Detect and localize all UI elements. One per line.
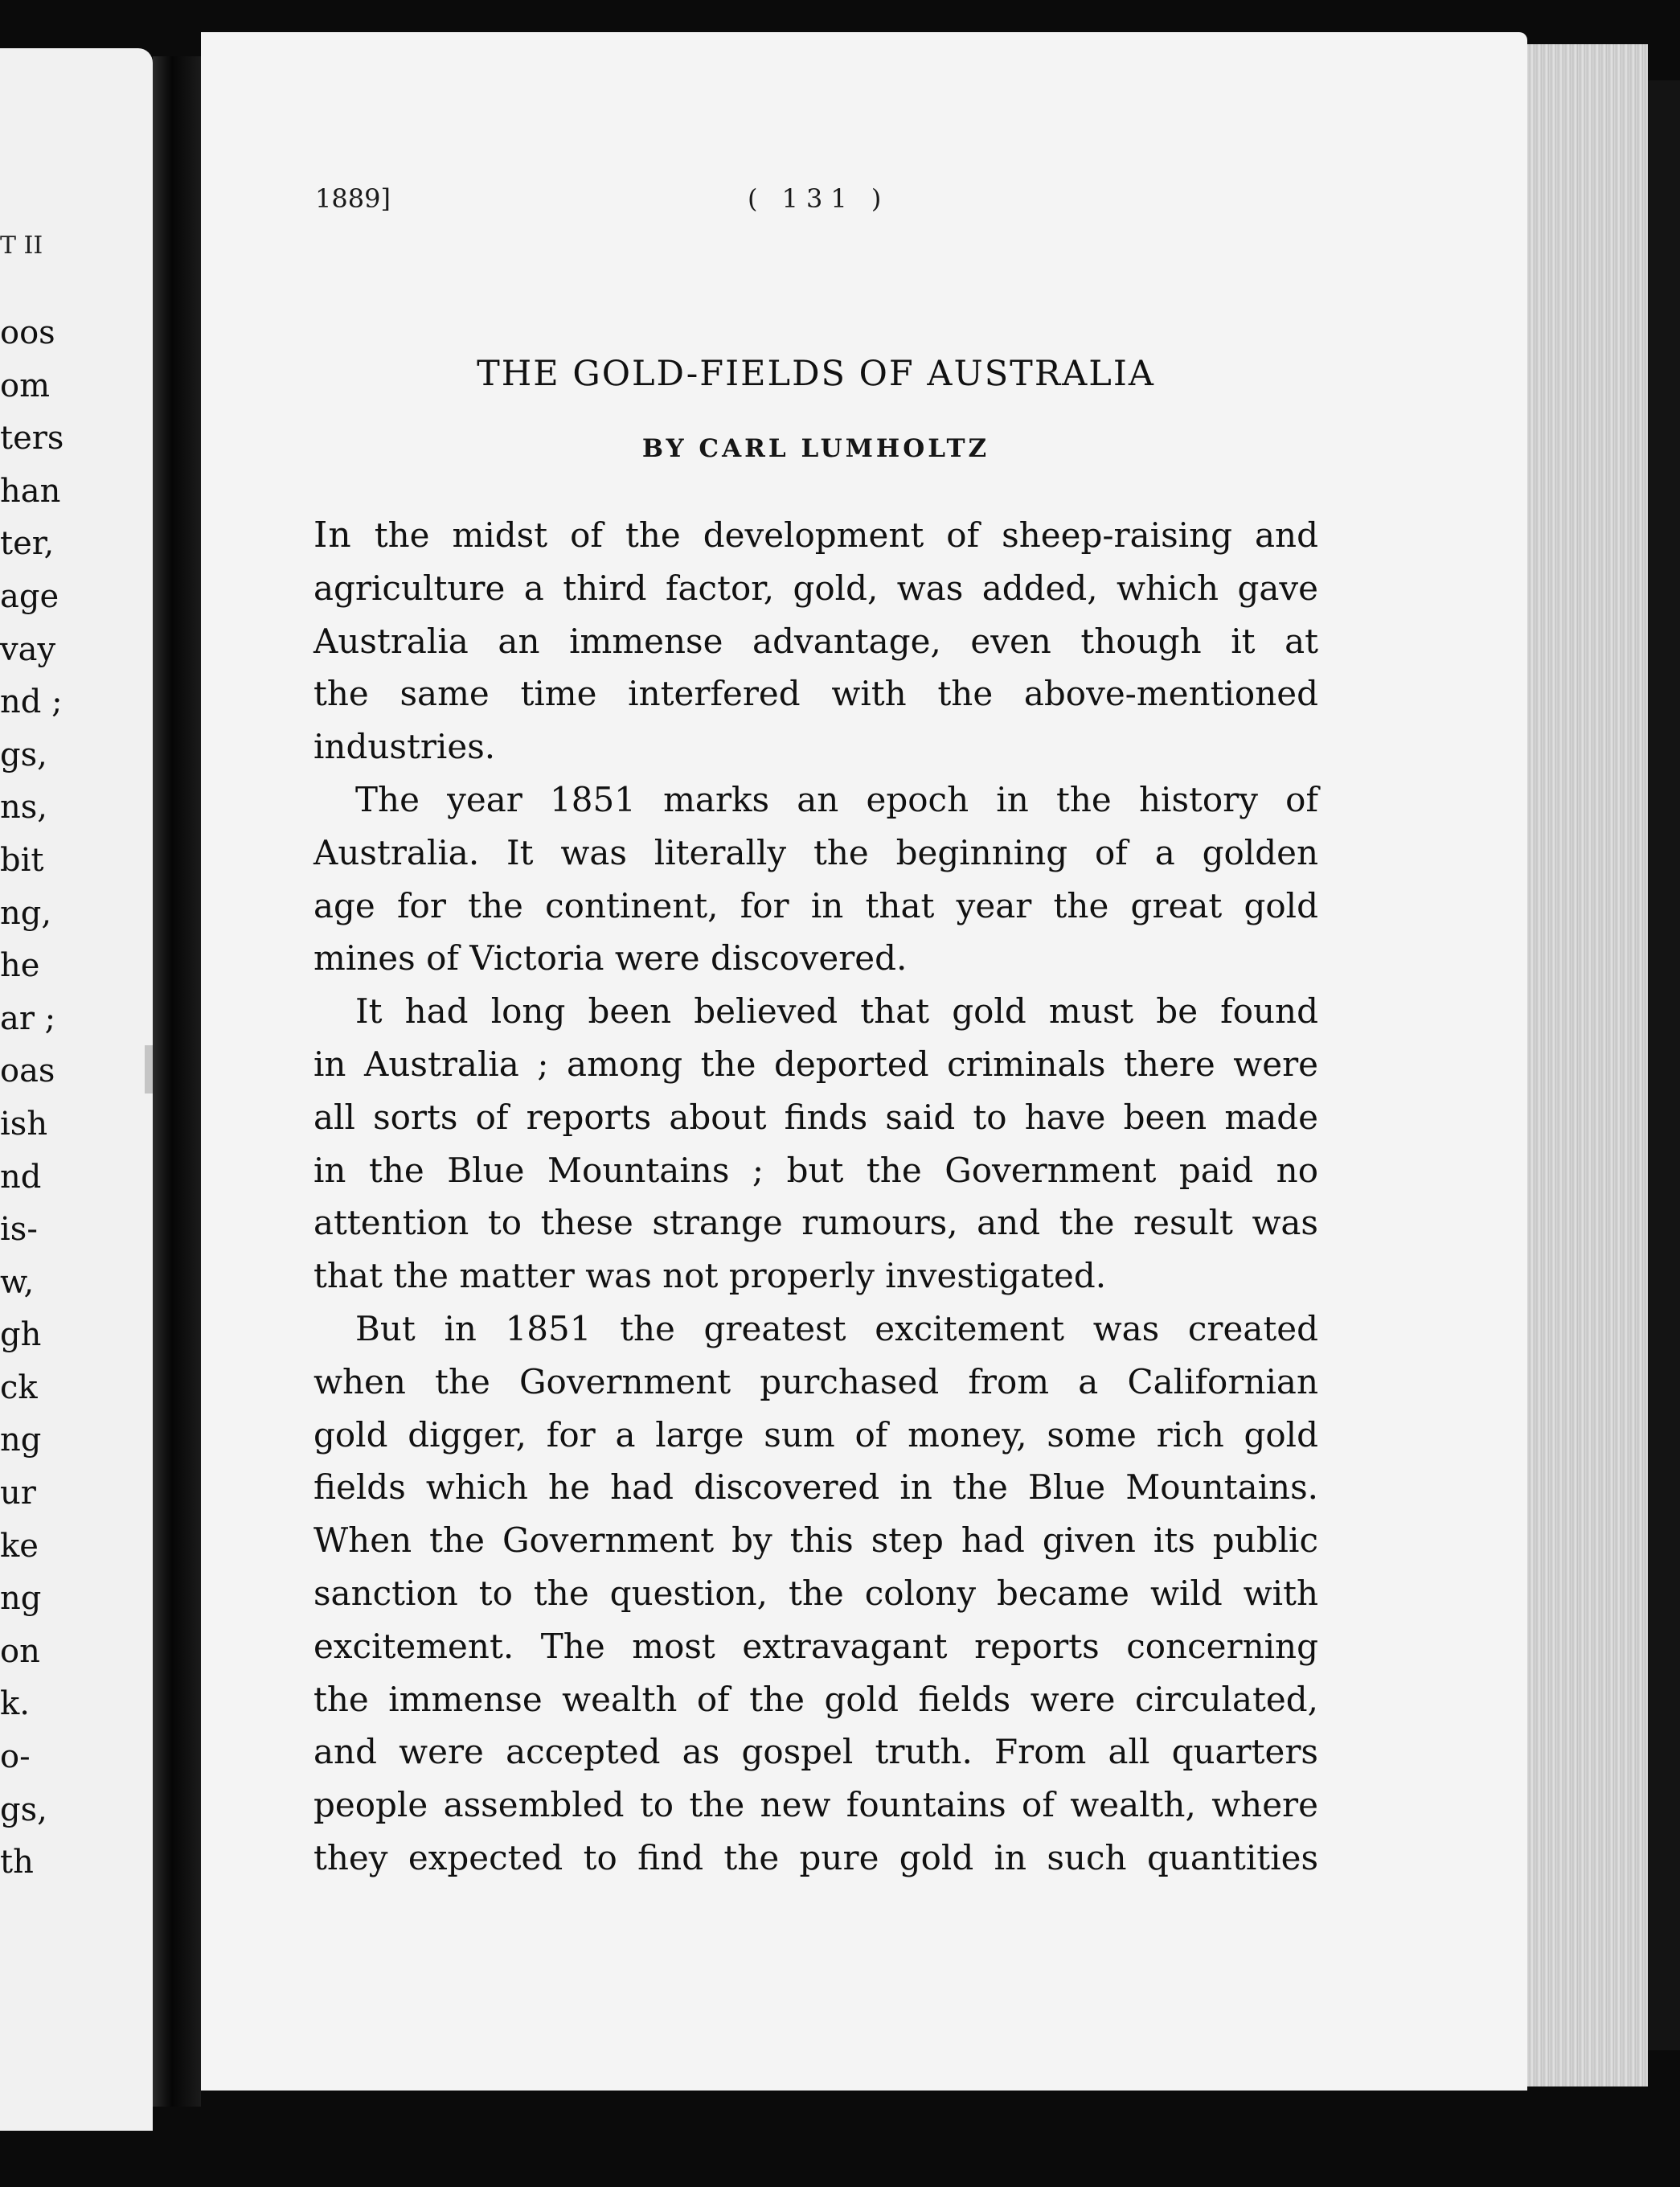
left-page-line-end: ters: [0, 420, 64, 458]
page-number: ( 131 ): [748, 183, 890, 214]
margin-smudge: [145, 1045, 153, 1094]
body-text-line: all sorts of reports about finds said to have been made: [313, 1097, 1318, 1137]
left-page-line-end: gh: [0, 1316, 42, 1354]
left-page-line-end: gs,: [0, 736, 47, 773]
left-page-line-end: ke: [0, 1527, 39, 1565]
body-text-line: in the Blue Mountains ; but the Government paid no: [313, 1150, 1318, 1190]
left-page-line-end: he: [0, 947, 40, 985]
left-page-line-ends: [0, 307, 64, 1890]
left-page-line-end: ck: [0, 1368, 38, 1406]
body-text-line: attention to these strange rumours, and the result was: [313, 1203, 1318, 1243]
article-title: THE GOLD-FIELDS OF AUSTRALIA: [477, 354, 1155, 394]
left-page-line-end: ur: [0, 1475, 36, 1512]
left-page-line-end: ns,: [0, 789, 48, 827]
article-byline: BY CARL LUMHOLTZ: [641, 434, 990, 463]
body-text-line: agriculture a third factor, gold, was added, which gave: [313, 568, 1318, 608]
body-text-line: the same time interfered with the above-mentioned: [313, 674, 1318, 714]
left-page-line-end: vay: [0, 630, 56, 668]
body-text-line: The year 1851 marks an epoch in the history of: [355, 779, 1318, 819]
body-text-line: mines of Victoria were discovered.: [313, 938, 908, 979]
left-page-line-end: han: [0, 472, 61, 510]
page-edges: [1527, 44, 1648, 2086]
body-text-line: Australia an immense advantage, even though it at: [313, 621, 1318, 661]
body-text-line: that the matter was not properly investigated.: [313, 1256, 1107, 1296]
left-page-line-end: w,: [0, 1263, 35, 1301]
left-page-line-end: is-: [0, 1211, 38, 1249]
body-text-line: Australia. It was literally the beginning of a golden: [313, 832, 1318, 872]
book-cover-edge: [1648, 80, 1680, 2050]
body-text-line: age for the continent, for in that year the great gold: [313, 885, 1318, 925]
running-head-year: 1889]: [315, 183, 391, 214]
body-text-line: people assembled to the new fountains of wealth, where: [313, 1785, 1318, 1825]
left-page-line-end: oos: [0, 314, 55, 351]
left-page-line-end: nd ;: [0, 683, 63, 721]
body-text-line: When the Government by this step had given its public: [313, 1520, 1318, 1561]
left-page-line-end: ter,: [0, 525, 55, 563]
body-text-line: It had long been believed that gold must be found: [355, 991, 1318, 1032]
body-text-line: and were accepted as gospel truth. From all quarters: [313, 1732, 1318, 1772]
initial-word: In: [313, 515, 352, 556]
book-binding-gutter: [153, 56, 201, 2107]
left-page-line-end: age: [0, 577, 59, 615]
left-page-running-head: T II: [0, 232, 43, 260]
left-page-line-end: o-: [0, 1738, 31, 1776]
body-text-line: industries.: [313, 727, 496, 767]
body-text-line: sanction to the question, the colony became wild with: [313, 1573, 1318, 1613]
body-text-line: But in 1851 the greatest excitement was created: [355, 1308, 1318, 1348]
body-text-line: excitement. The most extravagant reports concerning: [313, 1626, 1318, 1666]
body-text-line-content: the midst of the development of sheep-raising and: [351, 515, 1318, 555]
left-page-line-end: gs,: [0, 1791, 47, 1828]
left-page-line-end: oas: [0, 1052, 55, 1090]
body-text-line: gold digger, for a large sum of money, some rich gold: [313, 1414, 1318, 1455]
body-text-line: [313, 509, 1318, 562]
left-page-line-end: nd: [0, 1158, 42, 1196]
article-body: [313, 509, 1318, 1885]
left-page-line-end: th: [0, 1844, 34, 1881]
left-page-line-end: ng,: [0, 894, 52, 932]
left-page-line-end: ng: [0, 1422, 42, 1459]
left-page-line-end: bit: [0, 841, 44, 879]
left-page-line-end: k.: [0, 1685, 30, 1723]
left-facing-page: [0, 48, 153, 2131]
left-page-line-end: om: [0, 367, 51, 404]
left-page-line-end: ish: [0, 1105, 48, 1143]
left-page-line-end: ar ;: [0, 999, 56, 1037]
body-text-line: fields which he had discovered in the Blue Mountains.: [313, 1467, 1318, 1508]
body-text-line: in Australia ; among the deported criminals there were: [313, 1044, 1318, 1084]
body-text-line: when the Government purchased from a Californian: [313, 1361, 1318, 1401]
left-page-line-end: on: [0, 1632, 40, 1670]
body-text-line: they expected to find the pure gold in such quantities: [313, 1837, 1318, 1877]
body-text-line: the immense wealth of the gold fields were circulated,: [313, 1679, 1318, 1719]
left-page-line-end: ng: [0, 1580, 42, 1618]
